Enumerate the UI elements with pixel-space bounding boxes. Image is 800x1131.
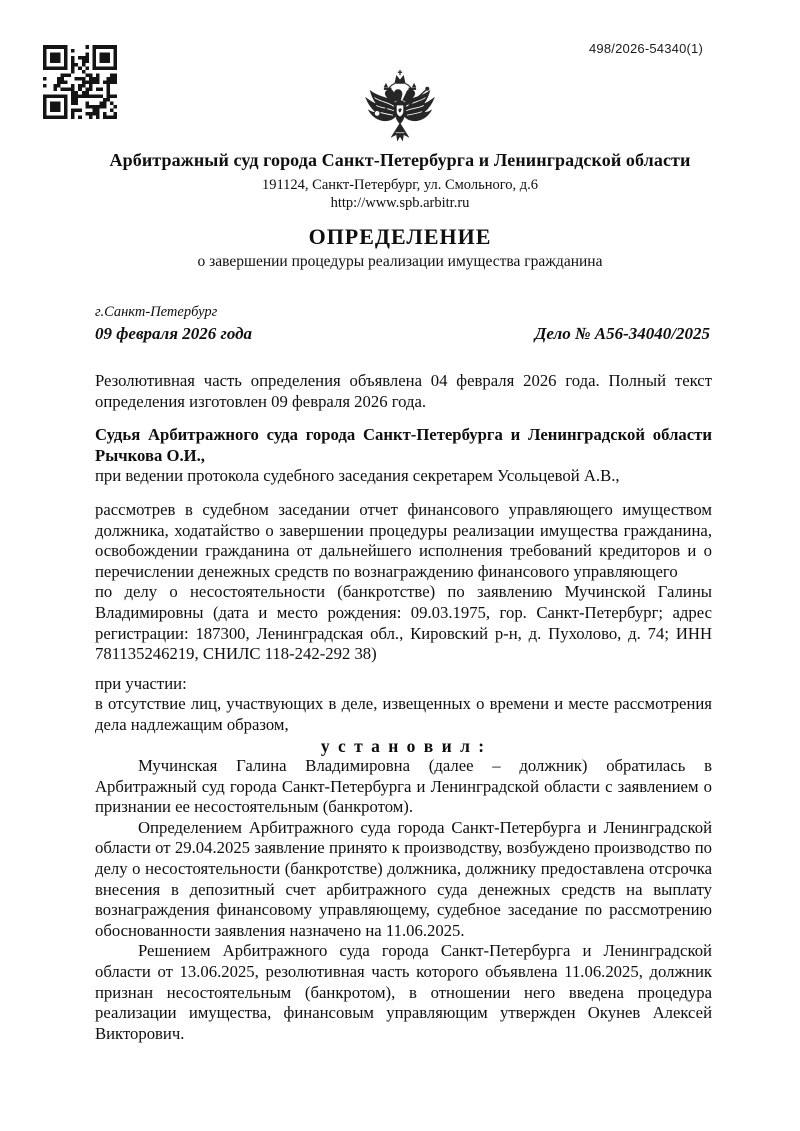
established-paragraph-1: Мучинская Галина Владимировна (далее – должник) обратилась в Арбитражный суд города Санкт-Петербурга и Ленинградской области с заявлением о признании ее несостоятельным (банкротом). [95, 756, 712, 817]
case-number: Дело № А56-34040/2025 [534, 324, 710, 343]
participation-label: при участии: [95, 673, 187, 693]
court-address: 191124, Санкт-Петербург, ул. Смольного, д.6 [261, 177, 539, 193]
document-title: ОПРЕДЕЛЕНИЕ [308, 224, 492, 249]
case-date: 09 февраля 2026 года [95, 324, 253, 343]
case-subject-paragraph: по делу о несостоятельности (банкротстве) по заявлению Мучинской Галины Владимировны (дата и место рождения: 09.03.1975, гор. Санкт-Петербург; адрес регистрации: 187300, Ленинградская обл., Кировский р-н, д. Пухолово, д. 74; ИНН 781135246219, СНИЛС 118-242-292 38) [95, 582, 712, 664]
established-heading: у с т а н о в и л : [320, 735, 487, 756]
document-body [95, 371, 712, 1044]
court-name: Арбитражный суд города Санкт-Петербурга и Ленинградской области [109, 150, 691, 170]
established-paragraph-2: Определением Арбитражного суда города Санкт-Петербурга и Ленинградской области от 29.04.2025 заявление принято к производству, возбуждено производство по делу о несостоятельности (банкротстве) должника, должнику предоставлена отсрочка внесения в депозитный счет арбитражного суда денежных средств на выплату вознаграждения финансовому управляющему, судебное заседание по рассмотрению обоснованности заявления назначено на 11.06.2025. [95, 817, 712, 940]
secretary-paragraph: при ведении протокола судебного заседания секретарем Усольцевой А.В., [95, 466, 620, 486]
participation-paragraph: в отсутствие лиц, участвующих в деле, извещенных о времени и месте рассмотрения дела надлежащим образом, [95, 694, 712, 734]
case-city: г.Санкт-Петербург [95, 304, 218, 320]
court-website: http://www.spb.arbitr.ru [330, 195, 470, 211]
judge-paragraph: Судья Арбитражного суда города Санкт-Петербурга и Ленинградской области Рычкова О.И., [95, 425, 712, 465]
coat-of-arms-icon [356, 68, 444, 150]
qr-code-icon [43, 45, 117, 123]
document-subtitle: о завершении процедуры реализации имущества гражданина [197, 253, 603, 270]
case-info-block [95, 304, 710, 344]
established-paragraph-3: Решением Арбитражного суда города Санкт-Петербурга и Ленинградской области от 13.06.2025, резолютивная часть которого объявлена 11.06.2025, должник признан несостоятельным (банкротом), в отношении него введена процедура реализации имущества, финансовым управляющим утвержден Окунев Алексей Викторович. [95, 941, 712, 1043]
considered-paragraph: рассмотрев в судебном заседании отчет финансового управляющего имуществом должника, ходатайство о завершении процедуры реализации имущества гражданина, освобождении гражданина от дальнейшего исполнения требований кредиторов и о перечислении денежных средств по вознаграждению финансового управляющего [95, 499, 712, 581]
resolution-paragraph: Резолютивная часть определения объявлена 04 февраля 2026 года. Полный текст определения изготовлен 09 февраля 2026 года. [95, 371, 712, 411]
document-registration-number: 498/2026-54340(1) [589, 41, 703, 56]
